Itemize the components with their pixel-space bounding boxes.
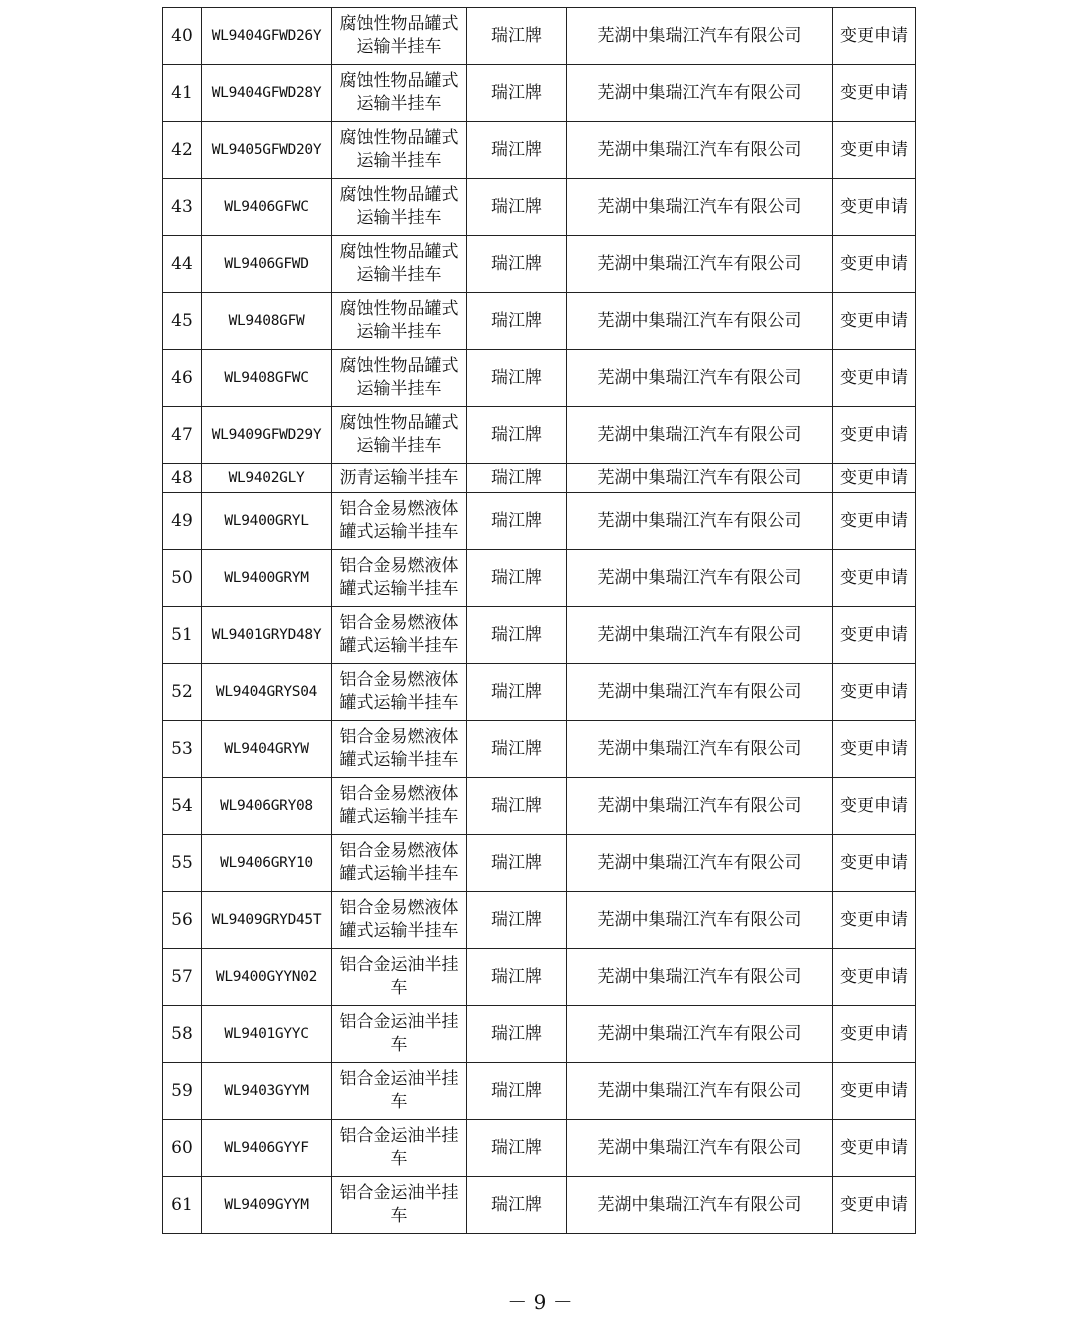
vehicle-model: WL9404GRYS04 — [202, 664, 332, 721]
table-row — [163, 1177, 916, 1234]
brand-name: 瑞江牌 — [467, 407, 567, 464]
company-name: 芜湖中集瑞江汽车有限公司 — [567, 1120, 833, 1177]
table-row — [163, 892, 916, 949]
product-name: 铝合金易燃液体罐式运输半挂车 — [332, 892, 467, 949]
vehicle-model: WL9403GYYM — [202, 1063, 332, 1120]
table-row — [163, 607, 916, 664]
product-name: 铝合金易燃液体罐式运输半挂车 — [332, 550, 467, 607]
vehicle-model: WL9400GRYL — [202, 493, 332, 550]
company-name: 芜湖中集瑞江汽车有限公司 — [567, 1063, 833, 1120]
table-row — [163, 8, 916, 65]
table-row — [163, 949, 916, 1006]
row-number: 58 — [163, 1006, 202, 1063]
application-type: 变更申请 — [833, 721, 916, 778]
application-type: 变更申请 — [833, 350, 916, 407]
vehicle-model: WL9406GYYF — [202, 1120, 332, 1177]
application-type: 变更申请 — [833, 179, 916, 236]
brand-name: 瑞江牌 — [467, 1006, 567, 1063]
vehicle-model: WL9401GRYD48Y — [202, 607, 332, 664]
brand-name: 瑞江牌 — [467, 607, 567, 664]
application-type: 变更申请 — [833, 607, 916, 664]
application-type: 变更申请 — [833, 550, 916, 607]
vehicle-model: WL9408GFW — [202, 293, 332, 350]
page-number: － 9 － — [507, 1290, 573, 1314]
brand-name: 瑞江牌 — [467, 464, 567, 493]
vehicle-model: WL9405GFWD20Y — [202, 122, 332, 179]
row-number: 40 — [163, 8, 202, 65]
company-name: 芜湖中集瑞江汽车有限公司 — [567, 493, 833, 550]
company-name: 芜湖中集瑞江汽车有限公司 — [567, 350, 833, 407]
row-number: 46 — [163, 350, 202, 407]
company-name: 芜湖中集瑞江汽车有限公司 — [567, 1177, 833, 1234]
table-row — [163, 778, 916, 835]
application-type: 变更申请 — [833, 1177, 916, 1234]
brand-name: 瑞江牌 — [467, 949, 567, 1006]
vehicle-model: WL9401GYYC — [202, 1006, 332, 1063]
vehicle-model: WL9400GYYN02 — [202, 949, 332, 1006]
company-name: 芜湖中集瑞江汽车有限公司 — [567, 949, 833, 1006]
row-number: 43 — [163, 179, 202, 236]
product-name: 腐蚀性物品罐式运输半挂车 — [332, 236, 467, 293]
row-number: 57 — [163, 949, 202, 1006]
company-name: 芜湖中集瑞江汽车有限公司 — [567, 293, 833, 350]
vehicle-model: WL9402GLY — [202, 464, 332, 493]
brand-name: 瑞江牌 — [467, 350, 567, 407]
application-type: 变更申请 — [833, 65, 916, 122]
vehicle-model: WL9400GRYM — [202, 550, 332, 607]
application-type: 变更申请 — [833, 1120, 916, 1177]
product-name: 铝合金易燃液体罐式运输半挂车 — [332, 607, 467, 664]
application-type: 变更申请 — [833, 407, 916, 464]
company-name: 芜湖中集瑞江汽车有限公司 — [567, 721, 833, 778]
row-number: 52 — [163, 664, 202, 721]
application-type: 变更申请 — [833, 236, 916, 293]
application-type: 变更申请 — [833, 1063, 916, 1120]
product-name: 腐蚀性物品罐式运输半挂车 — [332, 65, 467, 122]
product-name: 腐蚀性物品罐式运输半挂车 — [332, 179, 467, 236]
company-name: 芜湖中集瑞江汽车有限公司 — [567, 664, 833, 721]
table-row — [163, 65, 916, 122]
brand-name: 瑞江牌 — [467, 721, 567, 778]
application-type: 变更申请 — [833, 892, 916, 949]
row-number: 56 — [163, 892, 202, 949]
product-name: 沥青运输半挂车 — [332, 464, 467, 493]
company-name: 芜湖中集瑞江汽车有限公司 — [567, 65, 833, 122]
row-number: 55 — [163, 835, 202, 892]
product-name: 铝合金运油半挂车 — [332, 1120, 467, 1177]
brand-name: 瑞江牌 — [467, 1177, 567, 1234]
table-row — [163, 236, 916, 293]
brand-name: 瑞江牌 — [467, 835, 567, 892]
brand-name: 瑞江牌 — [467, 8, 567, 65]
vehicle-model: WL9406GFWC — [202, 179, 332, 236]
product-name: 腐蚀性物品罐式运输半挂车 — [332, 407, 467, 464]
table-row — [163, 407, 916, 464]
row-number: 45 — [163, 293, 202, 350]
table-body — [163, 8, 916, 1234]
table-row — [163, 1120, 916, 1177]
row-number: 44 — [163, 236, 202, 293]
table-row — [163, 464, 916, 493]
company-name: 芜湖中集瑞江汽车有限公司 — [567, 835, 833, 892]
brand-name: 瑞江牌 — [467, 550, 567, 607]
company-name: 芜湖中集瑞江汽车有限公司 — [567, 236, 833, 293]
application-type: 变更申请 — [833, 293, 916, 350]
company-name: 芜湖中集瑞江汽车有限公司 — [567, 607, 833, 664]
product-name: 铝合金易燃液体罐式运输半挂车 — [332, 664, 467, 721]
row-number: 42 — [163, 122, 202, 179]
vehicle-model: WL9408GFWC — [202, 350, 332, 407]
product-name: 腐蚀性物品罐式运输半挂车 — [332, 8, 467, 65]
product-name: 腐蚀性物品罐式运输半挂车 — [332, 293, 467, 350]
vehicle-model: WL9406GRY10 — [202, 835, 332, 892]
row-number: 47 — [163, 407, 202, 464]
table-row — [163, 122, 916, 179]
application-type: 变更申请 — [833, 778, 916, 835]
row-number: 50 — [163, 550, 202, 607]
row-number: 41 — [163, 65, 202, 122]
row-number: 51 — [163, 607, 202, 664]
application-type: 变更申请 — [833, 464, 916, 493]
brand-name: 瑞江牌 — [467, 892, 567, 949]
company-name: 芜湖中集瑞江汽车有限公司 — [567, 464, 833, 493]
table-row — [163, 721, 916, 778]
table-row — [163, 493, 916, 550]
application-type: 变更申请 — [833, 664, 916, 721]
row-number: 60 — [163, 1120, 202, 1177]
application-type: 变更申请 — [833, 8, 916, 65]
product-name: 腐蚀性物品罐式运输半挂车 — [332, 350, 467, 407]
product-name: 铝合金易燃液体罐式运输半挂车 — [332, 835, 467, 892]
table-row — [163, 293, 916, 350]
application-type: 变更申请 — [833, 493, 916, 550]
brand-name: 瑞江牌 — [467, 1063, 567, 1120]
company-name: 芜湖中集瑞江汽车有限公司 — [567, 1006, 833, 1063]
table-row — [163, 664, 916, 721]
table-row — [163, 550, 916, 607]
brand-name: 瑞江牌 — [467, 179, 567, 236]
row-number: 49 — [163, 493, 202, 550]
vehicle-model: WL9404GFWD28Y — [202, 65, 332, 122]
application-type: 变更申请 — [833, 949, 916, 1006]
vehicle-model: WL9404GFWD26Y — [202, 8, 332, 65]
row-number: 59 — [163, 1063, 202, 1120]
application-type: 变更申请 — [833, 122, 916, 179]
brand-name: 瑞江牌 — [467, 236, 567, 293]
product-name: 铝合金运油半挂车 — [332, 1063, 467, 1120]
product-name: 铝合金易燃液体罐式运输半挂车 — [332, 493, 467, 550]
product-name: 铝合金运油半挂车 — [332, 1006, 467, 1063]
product-name: 铝合金易燃液体罐式运输半挂车 — [332, 721, 467, 778]
brand-name: 瑞江牌 — [467, 65, 567, 122]
brand-name: 瑞江牌 — [467, 664, 567, 721]
application-type: 变更申请 — [833, 1006, 916, 1063]
company-name: 芜湖中集瑞江汽车有限公司 — [567, 407, 833, 464]
company-name: 芜湖中集瑞江汽车有限公司 — [567, 122, 833, 179]
vehicle-model: WL9406GFWD — [202, 236, 332, 293]
company-name: 芜湖中集瑞江汽车有限公司 — [567, 778, 833, 835]
vehicle-model: WL9409GFWD29Y — [202, 407, 332, 464]
company-name: 芜湖中集瑞江汽车有限公司 — [567, 550, 833, 607]
vehicle-model: WL9409GRYD45T — [202, 892, 332, 949]
company-name: 芜湖中集瑞江汽车有限公司 — [567, 179, 833, 236]
product-name: 铝合金运油半挂车 — [332, 949, 467, 1006]
product-name: 铝合金运油半挂车 — [332, 1177, 467, 1234]
application-type: 变更申请 — [833, 835, 916, 892]
row-number: 53 — [163, 721, 202, 778]
row-number: 61 — [163, 1177, 202, 1234]
brand-name: 瑞江牌 — [467, 122, 567, 179]
table-row — [163, 179, 916, 236]
row-number: 54 — [163, 778, 202, 835]
brand-name: 瑞江牌 — [467, 493, 567, 550]
product-name: 腐蚀性物品罐式运输半挂车 — [332, 122, 467, 179]
vehicle-model: WL9409GYYM — [202, 1177, 332, 1234]
table-row — [163, 1006, 916, 1063]
table-row — [163, 350, 916, 407]
brand-name: 瑞江牌 — [467, 1120, 567, 1177]
row-number: 48 — [163, 464, 202, 493]
brand-name: 瑞江牌 — [467, 293, 567, 350]
table-row — [163, 1063, 916, 1120]
company-name: 芜湖中集瑞江汽车有限公司 — [567, 8, 833, 65]
company-name: 芜湖中集瑞江汽车有限公司 — [567, 892, 833, 949]
table-row — [163, 835, 916, 892]
vehicle-table — [162, 7, 916, 1234]
vehicle-model: WL9406GRY08 — [202, 778, 332, 835]
brand-name: 瑞江牌 — [467, 778, 567, 835]
product-name: 铝合金易燃液体罐式运输半挂车 — [332, 778, 467, 835]
vehicle-model: WL9404GRYW — [202, 721, 332, 778]
